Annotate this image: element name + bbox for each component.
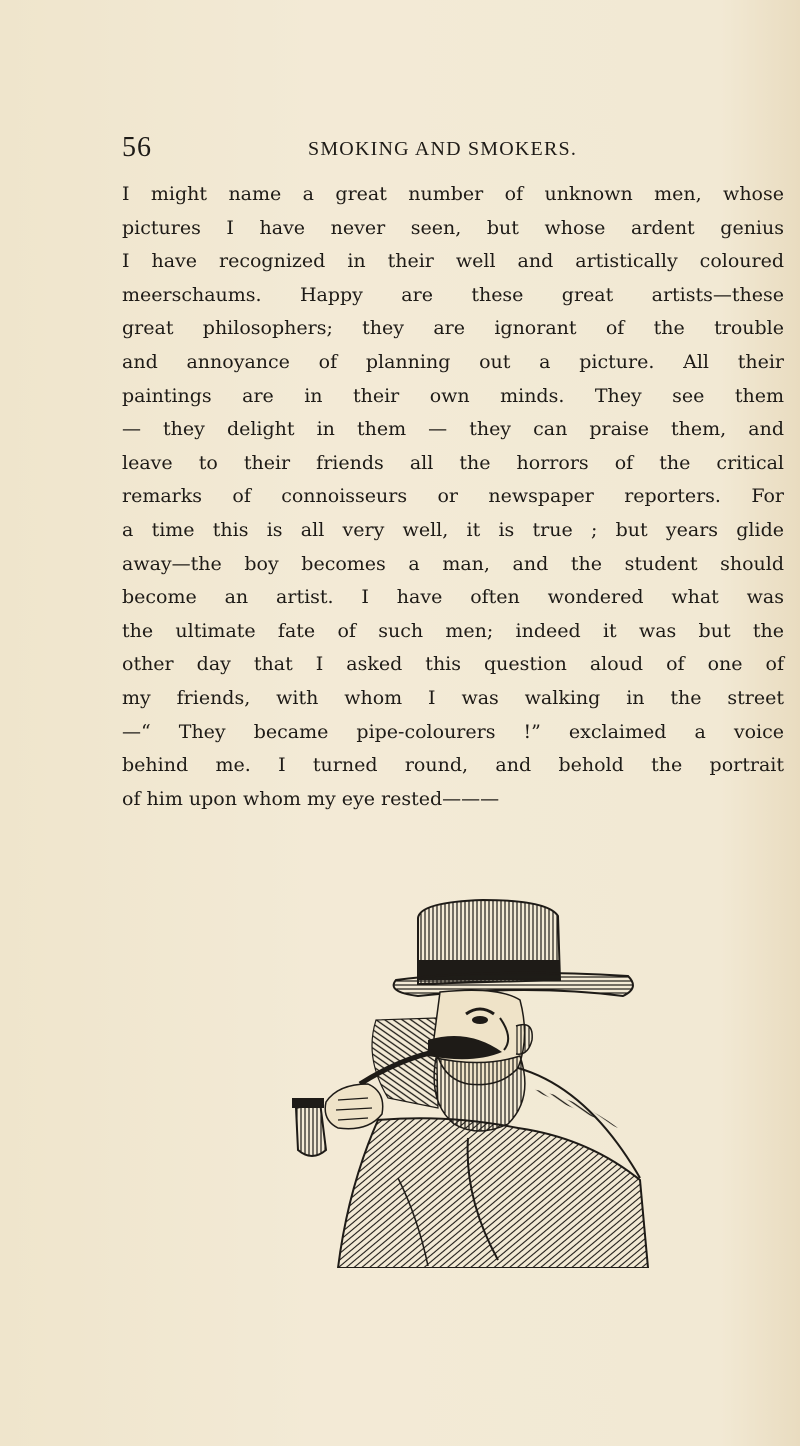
text-line: great philosophers; they are ignorant of the trouble xyxy=(122,317,784,340)
text-line: paintings are in their own minds. They see them xyxy=(122,384,784,407)
text-line: leave to their friends all the horrors of the critical xyxy=(122,451,784,474)
text-line: — they delight in them — they can praise them, and xyxy=(122,418,784,441)
running-title: SMOKING AND SMOKERS. xyxy=(308,138,578,160)
text-line: meerschaums. Happy are these great artists—these xyxy=(122,283,784,306)
text-line: and annoyance of planning out a picture. All their xyxy=(122,350,784,373)
text-line: remarks of connoisseurs or newspaper reporters. For xyxy=(122,485,784,508)
illustration-smoker-portrait xyxy=(268,888,658,1268)
text-line: my friends, with whom I was walking in the street xyxy=(122,686,784,709)
smoker-engraving-icon xyxy=(268,888,658,1268)
text-line: a time this is all very well, it is true ; but years glide xyxy=(122,518,784,541)
text-line: I have recognized in their well and artistically coloured xyxy=(122,250,784,273)
text-line: I might name a great number of unknown men, whose xyxy=(122,183,784,205)
page-header xyxy=(122,132,784,164)
text-line: —“ They became pipe-colourers !” exclaimed a voice xyxy=(122,720,784,743)
text-line: other day that I asked this question aloud of one of xyxy=(122,653,784,676)
body-paragraph xyxy=(122,178,784,816)
text-line: behind me. I turned round, and behold the portrait xyxy=(122,754,784,777)
text-line: the ultimate fate of such men; indeed it was but the xyxy=(122,619,784,642)
page-number: 56 xyxy=(122,132,152,163)
text-line: away—the boy becomes a man, and the student should xyxy=(122,552,784,575)
text-line: become an artist. I have often wondered what was xyxy=(122,586,784,609)
text-line: pictures I have never seen, but whose ardent genius xyxy=(122,216,784,239)
text-line: of him upon whom my eye rested——— xyxy=(122,787,500,810)
